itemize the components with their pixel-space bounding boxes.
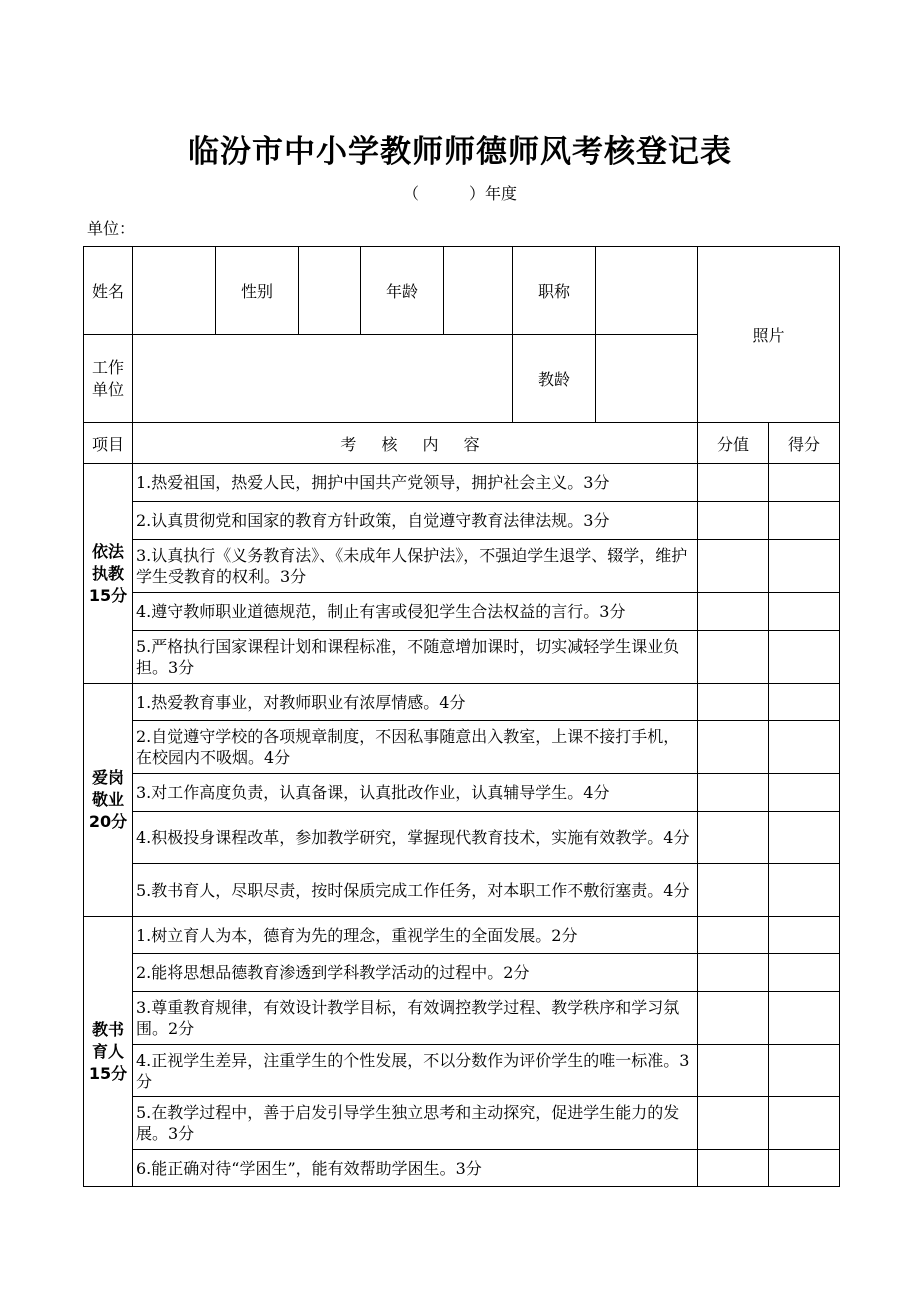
score-got-cell[interactable]	[769, 1045, 840, 1097]
item-header: 项目	[84, 423, 133, 464]
section-3-item-1: 1.树立育人为本，德育为先的理念，重视学生的全面发展。2分	[133, 917, 698, 954]
table-row	[84, 992, 840, 1045]
year-suffix: 年度	[485, 184, 518, 203]
section-3-item-3: 3.尊重教育规律，有效设计教学目标，有效调控教学过程、教学秩序和学习氛围。2分	[133, 992, 698, 1045]
section-1-item-3: 3.认真执行《义务教育法》、《未成年人保护法》，不强迫学生退学、辍学，维护学生受教育的权利。3分	[133, 540, 698, 593]
table-row	[84, 812, 840, 864]
section-1-category: 依法 执教 15分	[84, 464, 133, 684]
table-row	[84, 1097, 840, 1150]
table-row	[84, 917, 840, 954]
assessment-table	[83, 246, 840, 1187]
unit-label: 单位：	[87, 219, 136, 238]
score-got-cell[interactable]	[769, 721, 840, 774]
section-2-item-1: 1.热爱教育事业，对教师职业有浓厚情感。4分	[133, 684, 698, 721]
work-unit-label: 工作 单位	[84, 335, 133, 423]
info-row-1	[84, 247, 840, 335]
section-1-item-4: 4.遵守教师职业道德规范，制止有害或侵犯学生合法权益的言行。3分	[133, 593, 698, 631]
score-value-cell[interactable]	[698, 1045, 769, 1097]
score-value-cell[interactable]	[698, 1150, 769, 1187]
score-got-cell[interactable]	[769, 593, 840, 631]
year-close-paren: ）	[468, 184, 485, 203]
name-label: 姓名	[84, 247, 133, 335]
score-value-cell[interactable]	[698, 774, 769, 812]
score-value-cell[interactable]	[698, 631, 769, 684]
section-2-category: 爱岗 敬业 20分	[84, 684, 133, 917]
table-row	[84, 631, 840, 684]
section-3-item-5: 5.在教学过程中，善于启发引导学生独立思考和主动探究，促进学生能力的发展。3分	[133, 1097, 698, 1150]
score-got-cell[interactable]	[769, 502, 840, 540]
table-row	[84, 721, 840, 774]
score-value-cell[interactable]	[698, 502, 769, 540]
table-row	[84, 864, 840, 917]
teaching-years-field[interactable]	[596, 335, 698, 423]
score-value-header: 分值	[698, 423, 769, 464]
section-2-item-5: 5.教书育人，尽职尽责，按时保质完成工作任务，对本职工作不敷衍塞责。4分	[133, 864, 698, 917]
column-header-row	[84, 423, 840, 464]
age-label: 年龄	[361, 247, 444, 335]
section-1-item-5: 5.严格执行国家课程计划和课程标准，不随意增加课时，切实减轻学生课业负担。3分	[133, 631, 698, 684]
section-2-item-2: 2.自觉遵守学校的各项规章制度，不因私事随意出入教室，上课不接打手机，在校园内不吸烟。4分	[133, 721, 698, 774]
photo-label: 照片	[752, 326, 785, 345]
score-value-cell[interactable]	[698, 721, 769, 774]
name-field[interactable]	[133, 247, 216, 335]
score-got-cell[interactable]	[769, 631, 840, 684]
table-row	[84, 464, 840, 502]
section-3-category: 教书 育人 15分	[84, 917, 133, 1187]
score-value-cell[interactable]	[698, 684, 769, 721]
age-field[interactable]	[444, 247, 513, 335]
score-value-cell[interactable]	[698, 812, 769, 864]
score-value-cell[interactable]	[698, 540, 769, 593]
section-2-item-4: 4.积极投身课程改革，参加教学研究，掌握现代教育技术，实施有效教学。4分	[133, 812, 698, 864]
score-got-cell[interactable]	[769, 954, 840, 992]
score-value-cell[interactable]	[698, 992, 769, 1045]
score-value-cell[interactable]	[698, 593, 769, 631]
table-row	[84, 540, 840, 593]
score-got-cell[interactable]	[769, 1097, 840, 1150]
score-got-cell[interactable]	[769, 540, 840, 593]
score-value-cell[interactable]	[698, 917, 769, 954]
score-got-cell[interactable]	[769, 864, 840, 917]
score-got-cell[interactable]	[769, 774, 840, 812]
table-row	[84, 502, 840, 540]
score-got-cell[interactable]	[769, 992, 840, 1045]
title-field[interactable]	[596, 247, 698, 335]
table-row	[84, 684, 840, 721]
score-got-cell[interactable]	[769, 1150, 840, 1187]
score-value-cell[interactable]	[698, 464, 769, 502]
score-got-cell[interactable]	[769, 917, 840, 954]
score-got-cell[interactable]	[769, 684, 840, 721]
table-row	[84, 1150, 840, 1187]
section-3-item-6: 6.能正确对待“学困生”，能有效帮助学困生。3分	[133, 1150, 698, 1187]
table-row	[84, 1045, 840, 1097]
gender-label: 性别	[216, 247, 299, 335]
gender-field[interactable]	[299, 247, 361, 335]
form-title: 临汾市中小学教师师德师风考核登记表	[188, 134, 732, 170]
year-open-paren: （	[402, 184, 419, 203]
score-got-header: 得分	[769, 423, 840, 464]
table-row	[84, 954, 840, 992]
score-value-cell[interactable]	[698, 1097, 769, 1150]
section-1-item-2: 2.认真贯彻党和国家的教育方针政策，自觉遵守教育法律法规。3分	[133, 502, 698, 540]
content-header: 考 核 内 容	[133, 423, 698, 464]
title-label: 职称	[513, 247, 596, 335]
table-row	[84, 774, 840, 812]
table-row	[84, 593, 840, 631]
score-got-cell[interactable]	[769, 812, 840, 864]
section-3-item-4: 4.正视学生差异，注重学生的个性发展，不以分数作为评价学生的唯一标准。3分	[133, 1045, 698, 1097]
work-unit-field[interactable]	[133, 335, 513, 423]
section-2-item-3: 3.对工作高度负责，认真备课，认真批改作业，认真辅导学生。4分	[133, 774, 698, 812]
section-1-item-1: 1.热爱祖国，热爱人民，拥护中国共产党领导，拥护社会主义。3分	[133, 464, 698, 502]
score-value-cell[interactable]	[698, 864, 769, 917]
photo-box[interactable]	[698, 247, 840, 423]
section-3-item-2: 2.能将思想品德教育渗透到学科教学活动的过程中。2分	[133, 954, 698, 992]
teaching-years-label: 教龄	[513, 335, 596, 423]
score-got-cell[interactable]	[769, 464, 840, 502]
year-line	[0, 181, 920, 204]
score-value-cell[interactable]	[698, 954, 769, 992]
